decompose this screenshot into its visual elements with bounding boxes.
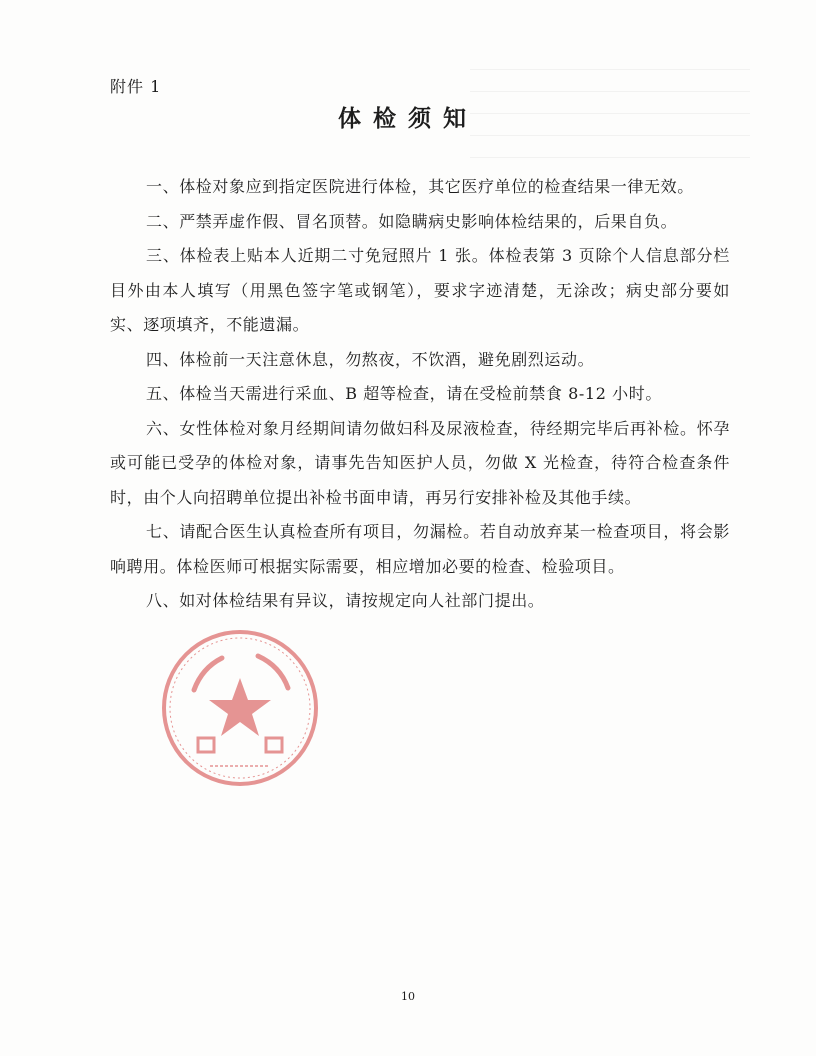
notice-item-6: 六、女性体检对象月经期间请勿做妇科及尿液检查，待经期完毕后再补检。怀孕或可能已受孕的体检对象，请事先告知医护人员，勿做 X 光检查，待符合检查条件时，由个人向招聘单位提出补检书面申请，再另行安排补检及其他手续。 (110, 418, 730, 507)
notice-item-3: 三、体检表上贴本人近期二寸免冠照片 1 张。体检表第 3 页除个人信息部分栏目外由本人填写（用黑色签字笔或钢笔），要求字迹清楚，无涂改；病史部分要如实、逐项填齐，不能遗漏。 (110, 246, 730, 334)
official-seal-icon (158, 626, 322, 790)
page-title: 体检须知 (338, 105, 478, 132)
notice-item-8: 八、如对体检结果有异议，请按规定向人社部门提出。 (146, 591, 545, 610)
annex-label: 附件 1 (110, 77, 162, 96)
notice-item-7: 七、请配合医生认真检查所有项目，勿漏检。若自动放弃某一检查项目，将会影响聘用。体检医师可根据实际需要，相应增加必要的检查、检验项目。 (110, 522, 730, 576)
seal-graphic (158, 626, 322, 790)
notice-item-5: 五、体检当天需进行采血、B 超等检查，请在受检前禁食 8-12 小时。 (146, 384, 662, 403)
page-number: 10 (401, 990, 415, 1003)
notice-body (110, 170, 730, 619)
notice-item-1: 一、体检对象应到指定医院进行体检，其它医疗单位的检查结果一律无效。 (146, 177, 694, 196)
notice-item-2: 二、严禁弄虚作假、冒名顶替。如隐瞒病史影响体检结果的，后果自负。 (146, 211, 678, 231)
notice-item-4: 四、体检前一天注意休息，勿熬夜，不饮酒，避免剧烈运动。 (146, 349, 595, 369)
